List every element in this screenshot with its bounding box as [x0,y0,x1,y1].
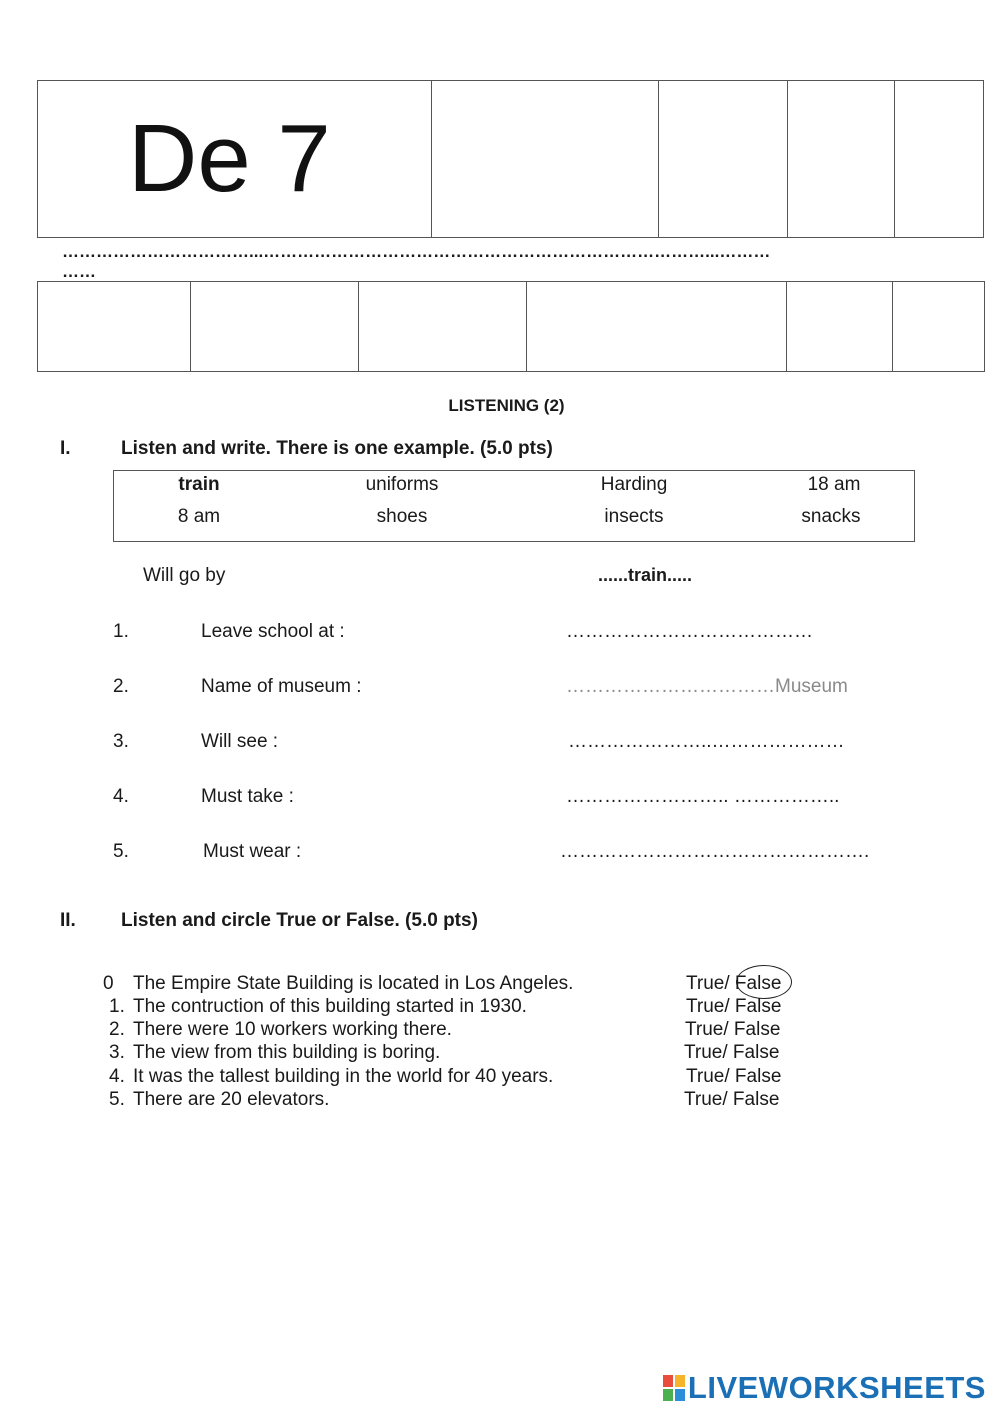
question-number: 3. [113,731,129,752]
statement-text: There were 10 workers working there. [133,1019,452,1040]
example-label: Will go by [143,565,226,586]
true-false-choice[interactable]: True/ False [684,1089,780,1110]
statement-number: 1. [109,996,125,1017]
question-label: Will see : [201,731,279,752]
statement-number: 3. [109,1042,125,1063]
question-label: Leave school at : [201,621,345,642]
question-label: Must wear : [203,841,302,862]
word-bank-item: 18 am [807,474,861,495]
name-dotted-line-cont: …… [62,262,96,281]
liveworksheets-logo[interactable] [663,1370,986,1406]
header-title-cell [37,80,432,238]
question-number: 4. [113,786,129,807]
question-label: Name of museum : [201,676,362,697]
word-bank-item: 8 am [177,506,221,527]
answer-circle [736,965,792,999]
name-dotted-line: ……………………………...……………………………………………………………………...……… [62,242,771,261]
header-cell-2 [431,80,659,238]
answer-field[interactable]: ………………………………… [566,621,813,642]
part1-number: I. [60,438,71,459]
true-false-choice[interactable]: True/ False [684,1042,780,1063]
info-cell-5 [786,281,893,372]
liveworksheets-logo-text: LIVEWORKSHEETS [687,1370,986,1405]
word-bank-item: shoes [376,506,428,527]
question-label: Must take : [201,786,294,807]
answer-field[interactable]: …………………….. …………….. [566,786,840,807]
info-cell-3 [358,281,527,372]
info-cell-4 [526,281,787,372]
answer-field[interactable]: …………………………………………. [560,841,870,862]
statement-text: The view from this building is boring. [133,1042,441,1063]
true-false-choice[interactable]: True/ False [685,1019,781,1040]
statement-number: 5. [109,1089,125,1110]
statement-number: 4. [109,1066,125,1087]
info-cell-1 [37,281,191,372]
header-cell-5 [894,80,984,238]
answer-field[interactable]: …………………..………………… [568,731,845,752]
statement-text: There are 20 elevators. [133,1089,330,1110]
example-answer: ......train..... [598,565,693,585]
word-bank [113,470,915,542]
question-number: 1. [113,621,129,642]
word-bank-item: uniforms [365,474,439,495]
statement-number: 2. [109,1019,125,1040]
header-cell-4 [787,80,895,238]
word-bank-item: insects [604,506,664,527]
info-cell-6 [892,281,985,372]
part1-instruction: Listen and write. There is one example. (5.0 pts) [121,438,553,459]
worksheet-title: De 7 [128,105,331,212]
true-false-choice[interactable]: True/ False [686,996,782,1017]
true-false-choice[interactable]: True/ False [686,1066,782,1087]
info-cell-2 [190,281,359,372]
liveworksheets-logo-icon [663,1375,685,1401]
statement-text: The contruction of this building started in 1930. [133,996,527,1017]
part2-number: II. [60,910,76,931]
section-heading: LISTENING (2) [448,396,565,415]
statement-number: 0 [103,973,114,994]
statement-text: It was the tallest building in the world for 40 years. [133,1066,554,1087]
part2-instruction: Listen and circle True or False. (5.0 pts) [121,910,478,931]
word-bank-item: snacks [801,506,861,527]
true-false-choice[interactable]: True/ False [686,973,782,994]
question-number: 5. [113,841,129,862]
word-bank-item: train [178,474,220,495]
header-cell-3 [658,80,788,238]
answer-field[interactable]: ……………………………Museum [566,676,848,697]
statement-text: The Empire State Building is located in Los Angeles. [133,973,574,994]
question-number: 2. [113,676,129,697]
word-bank-item: Harding [600,474,668,495]
